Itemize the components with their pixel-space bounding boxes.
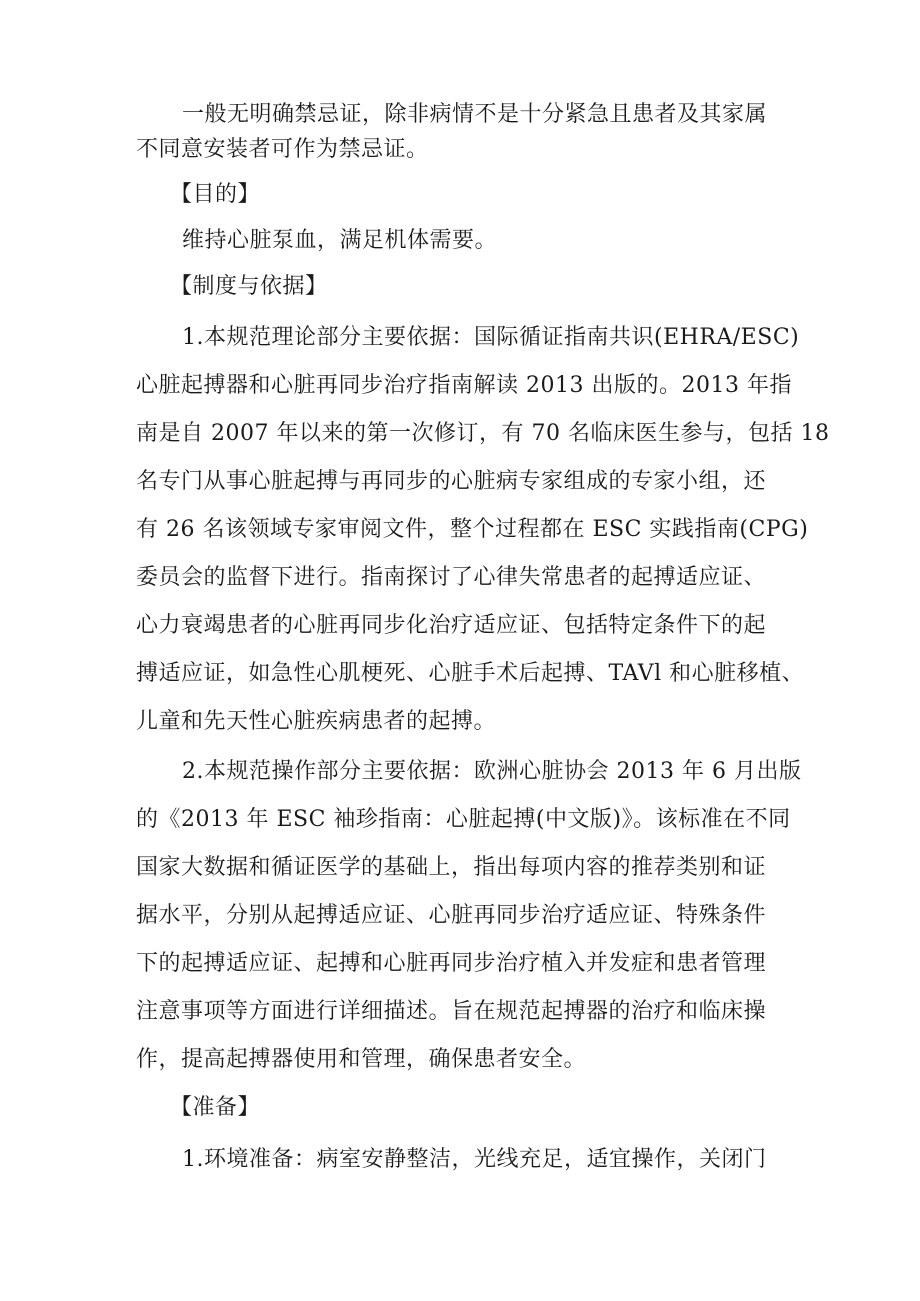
basis-item2-line-5: 下的起搏适应证、起搏和心脏再同步治疗植入并发症和患者管理 — [136, 951, 767, 976]
basis-item1-line-9: 儿童和先天性心脏疾病患者的起搏。 — [136, 709, 497, 734]
contraindication-line-2: 不同意安装者可作为禁忌证。 — [136, 137, 429, 162]
basis-item2-line-4: 据水平，分别从起搏适应证、心脏再同步治疗适应证、特殊条件 — [136, 903, 767, 928]
basis-item1-line-4: 名专门从事心脏起搏与再同步的心脏病专家组成的专家小组，还 — [136, 469, 767, 494]
contraindication-line-1: 一般无明确禁忌证，除非病情不是十分紧急且患者及其家属 — [182, 102, 768, 127]
purpose-heading: 【目的】 — [170, 182, 261, 207]
basis-item1-line-2: 心脏起搏器和心脏再同步治疗指南解读 2013 出版的。2013 年指 — [136, 373, 792, 398]
basis-item2-line-1: 2.本规范操作部分主要依据：欧洲心脏协会 2013 年 6 月出版 — [182, 759, 802, 784]
basis-item2-line-2: 的《2013 年 ESC 袖珍指南：心脏起搏(中文版)》。该标准在不同 — [136, 807, 791, 832]
basis-item2-line-6: 注意事项等方面进行详细描述。旨在规范起搏器的治疗和临床操 — [136, 999, 767, 1024]
basis-heading: 【制度与依据】 — [170, 274, 328, 299]
preparation-heading: 【准备】 — [170, 1095, 261, 1120]
basis-item2-line-7: 作，提高起搏器使用和管理，确保患者安全。 — [136, 1047, 587, 1072]
basis-item1-line-8: 搏适应证，如急性心肌梗死、心脏手术后起搏、TAVl 和心脏移植、 — [136, 661, 805, 686]
basis-item1-line-5: 有 26 名该领域专家审阅文件，整个过程都在 ESC 实践指南(CPG) — [136, 517, 809, 542]
basis-item1-line-3: 南是自 2007 年以来的第一次修订，有 70 名临床医生参与，包括 18 — [136, 421, 830, 446]
basis-item2-line-3: 国家大数据和循证医学的基础上，指出每项内容的推荐类别和证 — [136, 855, 767, 880]
basis-item1-line-6: 委员会的监督下进行。指南探讨了心律失常患者的起搏适应证、 — [136, 565, 767, 590]
purpose-line-1: 维持心脏泵血，满足机体需要。 — [182, 228, 498, 253]
preparation-line-1: 1.环境准备：病室安静整洁，光线充足，适宜操作，关闭门 — [182, 1147, 767, 1172]
basis-item1-line-1: 1.本规范理论部分主要依据：国际循证指南共识(EHRA/ESC) — [182, 325, 800, 350]
basis-item1-line-7: 心力衰竭患者的心脏再同步化治疗适应证、包括特定条件下的起 — [136, 613, 767, 638]
